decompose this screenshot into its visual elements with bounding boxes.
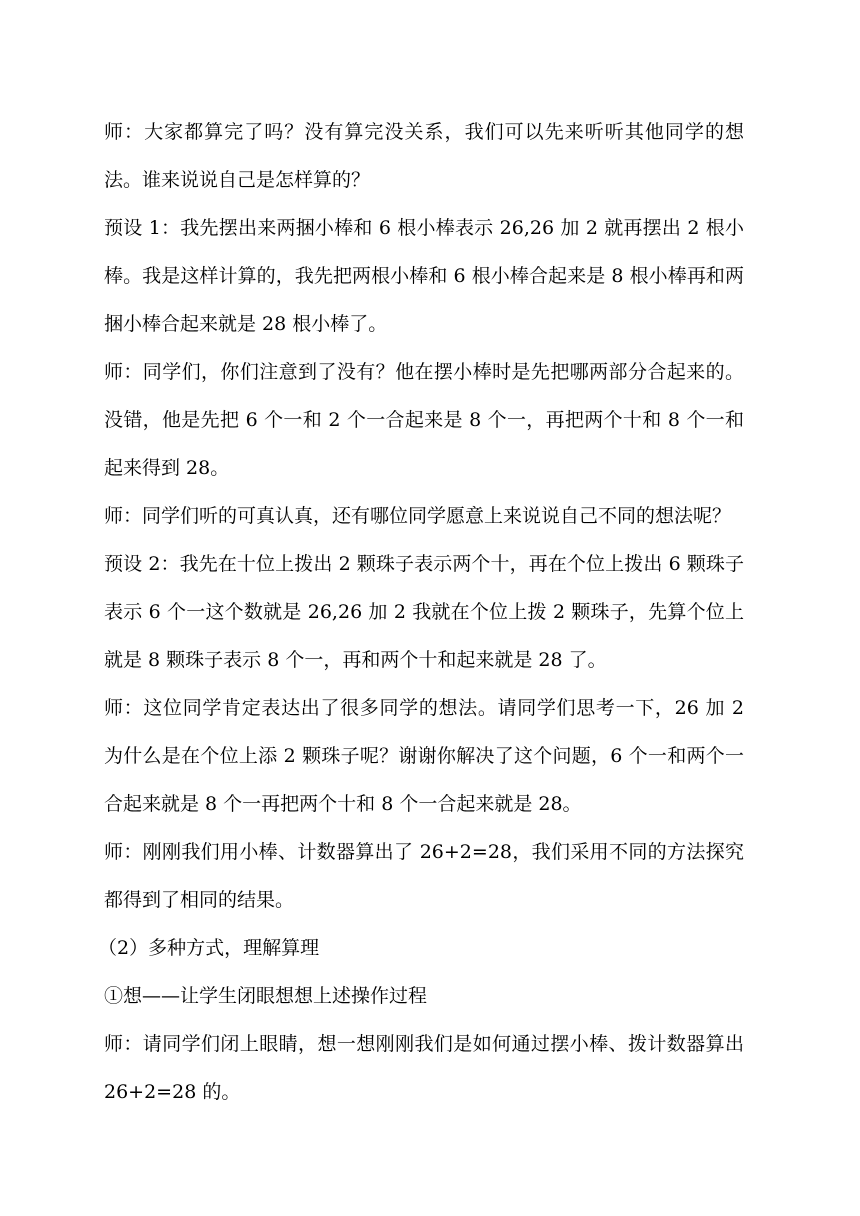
- paragraph-teacher-summary: 师：刚刚我们用小棒、计数器算出了 26+2=28，我们采用不同的方法探究都得到了相同的结果。: [104, 841, 744, 911]
- paragraph-preset-1: 预设 1：我先摆出来两捆小棒和 6 根小棒表示 26,26 加 2 就再摆出 2 根小棒。我是这样计算的，我先把两根小棒和 6 根小棒合起来是 8 根小棒再和两捆小棒合起来就是 28 根小棒了。: [104, 217, 744, 335]
- document-body: [98, 108, 744, 1116]
- subsection-heading: ①想——让学生闭眼想想上述操作过程: [104, 985, 428, 1007]
- section-heading: （2）多种方式，理解算理: [98, 937, 320, 959]
- paragraph-teacher-question: 师：大家都算完了吗？没有算完没关系，我们可以先来听听其他同学的想法。谁来说说自己是怎样算的？: [104, 121, 744, 191]
- paragraph-preset-2: 预设 2：我先在十位上拨出 2 颗珠子表示两个十，再在个位上拨出 6 颗珠子表示 6 个一这个数就是 26,26 加 2 我就在个位上拨 2 颗珠子，先算个位上就是 8 颗珠子表示 8 个一，再和两个十和起来就是 28 了。: [104, 553, 744, 671]
- paragraph-teacher-other-ideas: 师：同学们听的可真认真，还有哪位同学愿意上来说说自己不同的想法呢？: [104, 505, 732, 527]
- paragraph-teacher-sticks: 师：同学们，你们注意到了没有？他在摆小棒时是先把哪两部分合起来的。没错，他是先把 6 个一和 2 个一合起来是 8 个一，再把两个十和 8 个一和起来得到 28。: [104, 361, 744, 479]
- paragraph-teacher-abacus: 师：这位同学肯定表达出了很多同学的想法。请同学们思考一下，26 加 2 为什么是在个位上添 2 颗珠子呢？谢谢你解决了这个问题，6 个一和两个一合起来就是 8 个一再把两个十和 8 个一合起来就是 28。: [104, 697, 744, 815]
- paragraph-teacher-close-eyes: 师：请同学们闭上眼睛，想一想刚刚我们是如何通过摆小棒、拨计数器算出 26+2=28 的。: [104, 1033, 744, 1103]
